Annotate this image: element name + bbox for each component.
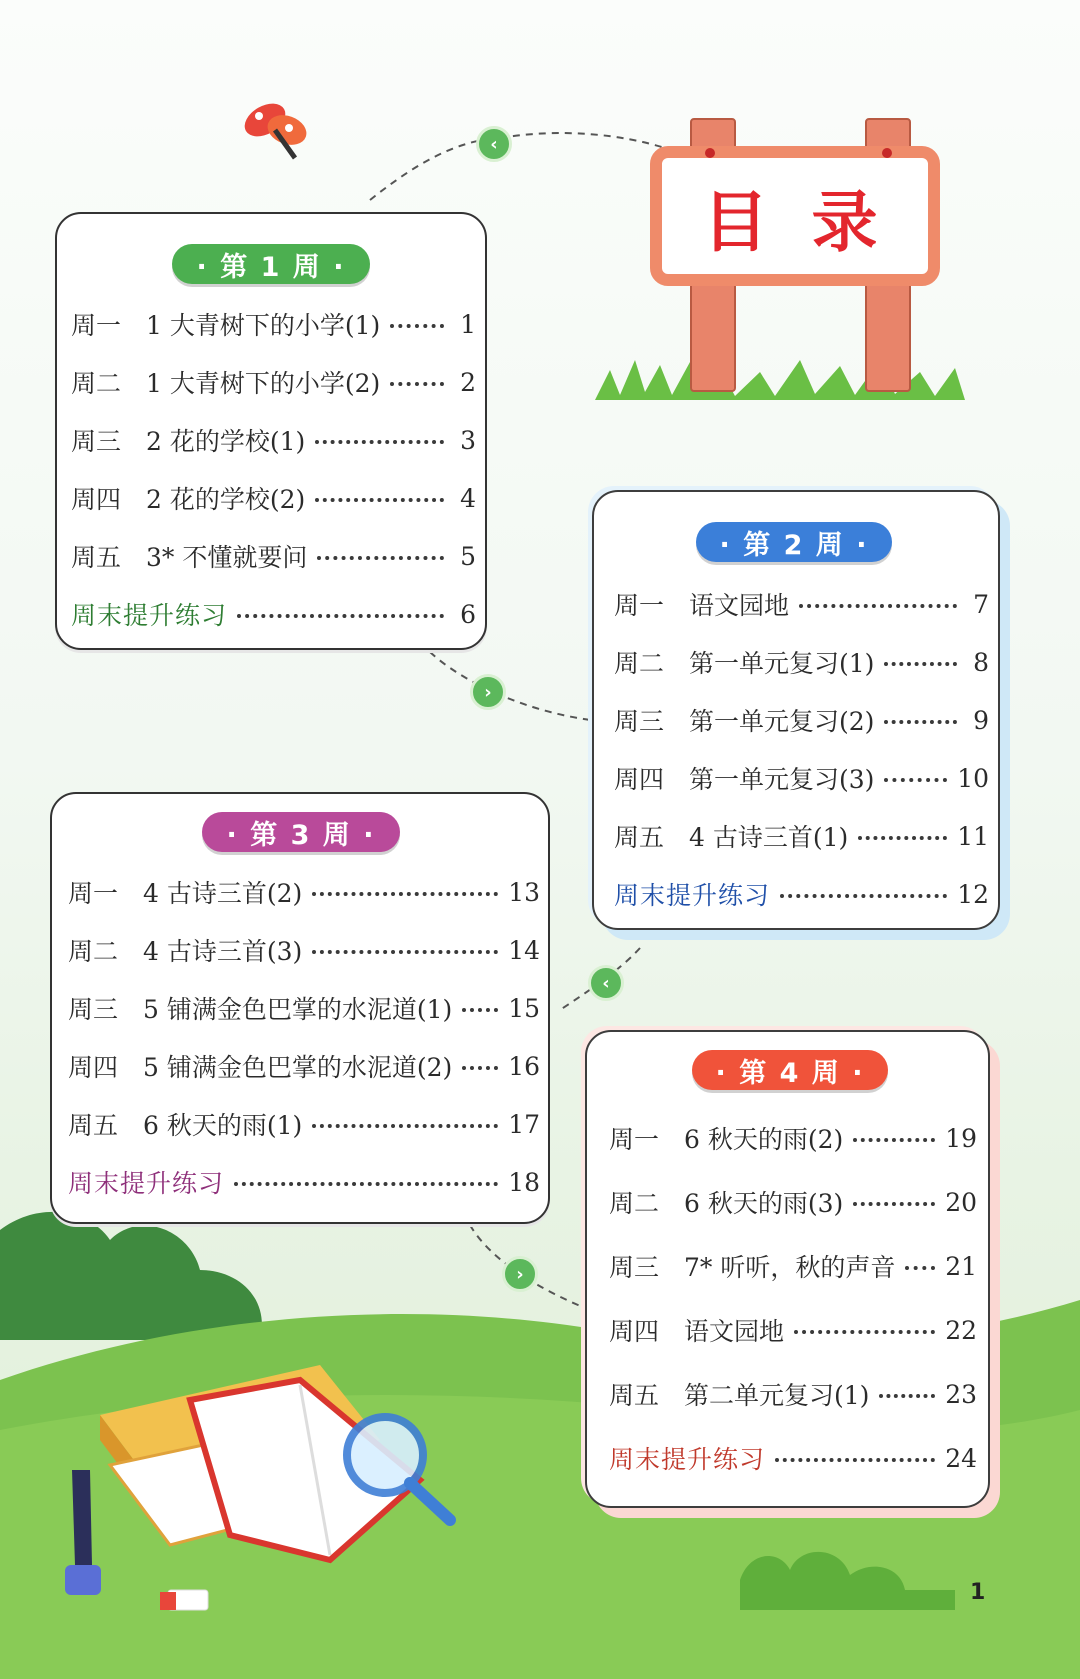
leader-dots [858, 836, 947, 840]
leader-dots [462, 1066, 498, 1070]
week-4-weekend-row[interactable]: 周末提升练习 24 [609, 1443, 977, 1474]
week-1-row-5[interactable]: 周五 3* 不懂就要问 5 [71, 541, 476, 572]
week-3-label: · 第 3 周 · [202, 812, 400, 852]
week-3-weekend-row[interactable]: 周末提升练习 18 [68, 1167, 540, 1198]
week-2-row-5[interactable]: 周五 4 古诗三首(1) 11 [614, 821, 989, 852]
leader-dots [853, 1202, 935, 1206]
leader-dots [775, 1458, 935, 1462]
leader-dots [794, 1330, 935, 1334]
butterfly-illustration [239, 97, 311, 158]
week-4-row-4[interactable]: 周四 语文园地 22 [609, 1315, 977, 1346]
path-marker-icon: ‹ [588, 965, 624, 1001]
week-2-label: · 第 2 周 · [696, 522, 892, 562]
week-2-row-4[interactable]: 周四 第一单元复习(3) 10 [614, 763, 989, 794]
leader-dots [884, 778, 947, 782]
week-1-row-1[interactable]: 周一 1 大青树下的小学(1) 1 [71, 309, 476, 340]
week-3-card [50, 792, 550, 1224]
leader-dots [315, 440, 444, 444]
path-marker-icon: › [470, 674, 506, 710]
leader-dots [462, 1008, 498, 1012]
week-2-weekend-row[interactable]: 周末提升练习 12 [614, 879, 989, 910]
leader-dots [390, 324, 444, 328]
week-3-row-2[interactable]: 周二 4 古诗三首(3) 14 [68, 935, 540, 966]
leader-dots [884, 662, 957, 666]
leader-dots [234, 1182, 498, 1186]
week-3-row-4[interactable]: 周四 5 铺满金色巴掌的水泥道(2) 16 [68, 1051, 540, 1082]
leader-dots [879, 1394, 935, 1398]
week-1-label: · 第 1 周 · [172, 244, 370, 284]
bush [0, 1212, 262, 1340]
leader-dots [315, 498, 444, 502]
week-1-row-2[interactable]: 周二 1 大青树下的小学(2) 2 [71, 367, 476, 398]
week-4-row-2[interactable]: 周二 6 秋天的雨(3) 20 [609, 1187, 977, 1218]
leader-dots [237, 614, 444, 618]
week-2-row-2[interactable]: 周二 第一单元复习(1) 8 [614, 647, 989, 678]
leader-dots [312, 950, 498, 954]
week-4-label: · 第 4 周 · [692, 1050, 888, 1090]
week-1-row-3[interactable]: 周三 2 花的学校(1) 3 [71, 425, 476, 456]
week-4-row-3[interactable]: 周三 7* 听听，秋的声音 21 [609, 1251, 977, 1282]
week-3-row-5[interactable]: 周五 6 秋天的雨(1) 17 [68, 1109, 540, 1140]
week-4-row-5[interactable]: 周五 第二单元复习(1) 23 [609, 1379, 977, 1410]
leader-dots [799, 604, 957, 608]
leader-dots [884, 720, 957, 724]
week-4-card [585, 1030, 990, 1508]
leader-dots [905, 1266, 935, 1270]
toc-title: 目 录 [702, 183, 888, 261]
week-1-row-4[interactable]: 周四 2 花的学校(2) 4 [71, 483, 476, 514]
page-number: 1 [970, 1580, 986, 1605]
path-marker-icon: › [502, 1256, 538, 1292]
path-marker-icon: ‹ [476, 126, 512, 162]
week-1-card [55, 212, 487, 650]
week-2-card [592, 490, 1000, 930]
leader-dots [853, 1138, 935, 1142]
leader-dots [780, 894, 947, 898]
leader-dots [312, 1124, 498, 1128]
leader-dots [317, 556, 444, 560]
leader-dots [390, 382, 444, 386]
week-2-row-3[interactable]: 周三 第一单元复习(2) 9 [614, 705, 989, 736]
signpost-board [650, 146, 940, 286]
leader-dots [312, 892, 498, 896]
week-2-row-1[interactable]: 周一 语文园地 7 [614, 589, 989, 620]
week-4-row-1[interactable]: 周一 6 秋天的雨(2) 19 [609, 1123, 977, 1154]
week-3-row-1[interactable]: 周一 4 古诗三首(2) 13 [68, 877, 540, 908]
title-signpost [650, 118, 950, 398]
week-1-weekend-row[interactable]: 周末提升练习 6 [71, 599, 476, 630]
week-3-row-3[interactable]: 周三 5 铺满金色巴掌的水泥道(1) 15 [68, 993, 540, 1024]
